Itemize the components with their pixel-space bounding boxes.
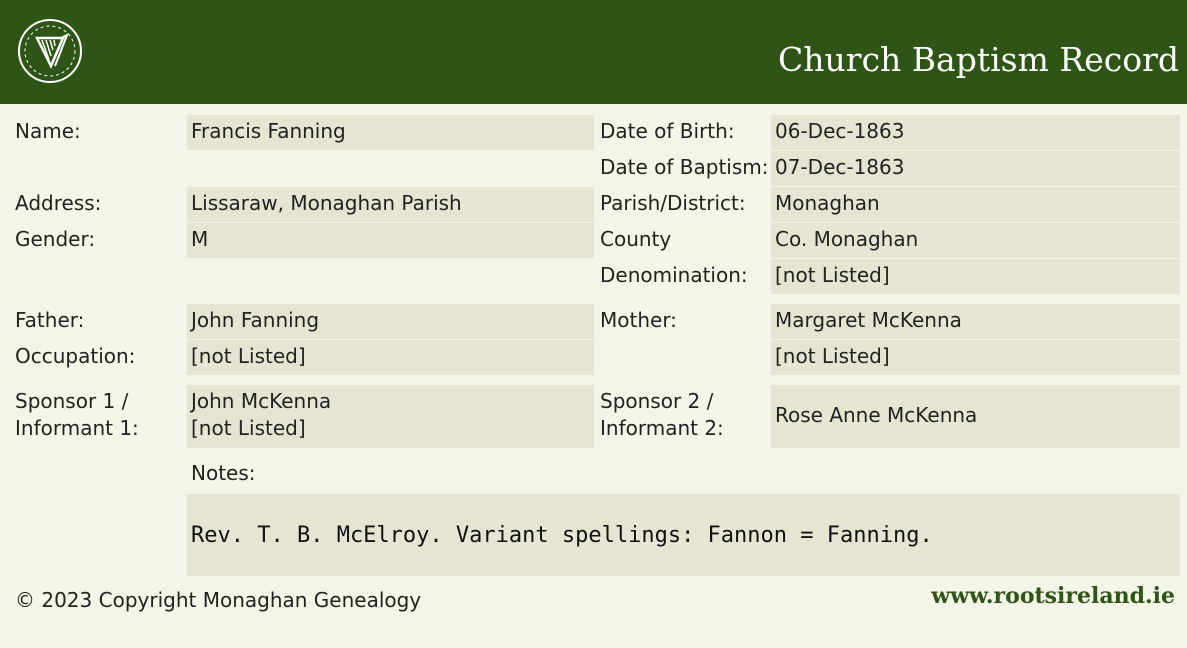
sponsor1-name: John McKenna [191,389,332,413]
baptism-date-value: 07-Dec-1863 [771,151,1180,186]
notes-box [187,494,1180,576]
address-label: Address: [15,191,102,215]
notes-label: Notes: [191,461,256,485]
sponsor2-name: Rose Anne McKenna [775,403,978,427]
sponsor2-label-line2: Informant 2: [600,416,724,440]
gender-value: M [187,223,594,258]
dob-label: Date of Birth: [600,119,735,143]
father-value: John Fanning [187,304,594,339]
copyright-text: © 2023 Copyright Monaghan Genealogy [15,588,422,612]
address-value: Lissaraw, Monaghan Parish [187,187,594,222]
website-link[interactable]: www.rootsireland.ie [931,583,1175,609]
sponsor1-occupation: [not Listed] [191,416,306,440]
gender-label: Gender: [15,227,96,251]
page-title: Church Baptism Record [778,40,1179,79]
sponsor2-value [771,385,1180,448]
sponsor1-value [187,385,594,448]
name-value: Francis Fanning [187,115,594,150]
denomination-value: [not Listed] [771,259,1180,294]
occupation-label: Occupation: [15,344,136,368]
county-label: County [600,227,672,251]
county-value: Co. Monaghan [771,223,1180,258]
dob-value: 06-Dec-1863 [771,115,1180,150]
sponsor1-label-line1: Sponsor 1 / [15,389,129,413]
header-bar [0,0,1187,104]
sponsor1-label-line2: Informant 1: [15,416,139,440]
mother-label: Mother: [600,308,677,332]
parish-label: Parish/District: [600,191,746,215]
sponsor2-label-line1: Sponsor 2 / [600,389,714,413]
denomination-label: Denomination: [600,263,748,287]
parish-value: Monaghan [771,187,1180,222]
father-label: Father: [15,308,85,332]
sponsor2-label [600,388,724,442]
harp-logo-icon [15,16,85,86]
sponsor1-label [15,388,139,442]
name-label: Name: [15,119,81,143]
notes-text: Rev. T. B. McElroy. Variant spellings: Fannon = Fanning. [191,523,933,548]
baptism-date-label: Date of Baptism: [600,155,769,179]
father-occupation-value: [not Listed] [187,340,594,375]
mother-value: Margaret McKenna [771,304,1180,339]
mother-occupation-value: [not Listed] [771,340,1180,375]
